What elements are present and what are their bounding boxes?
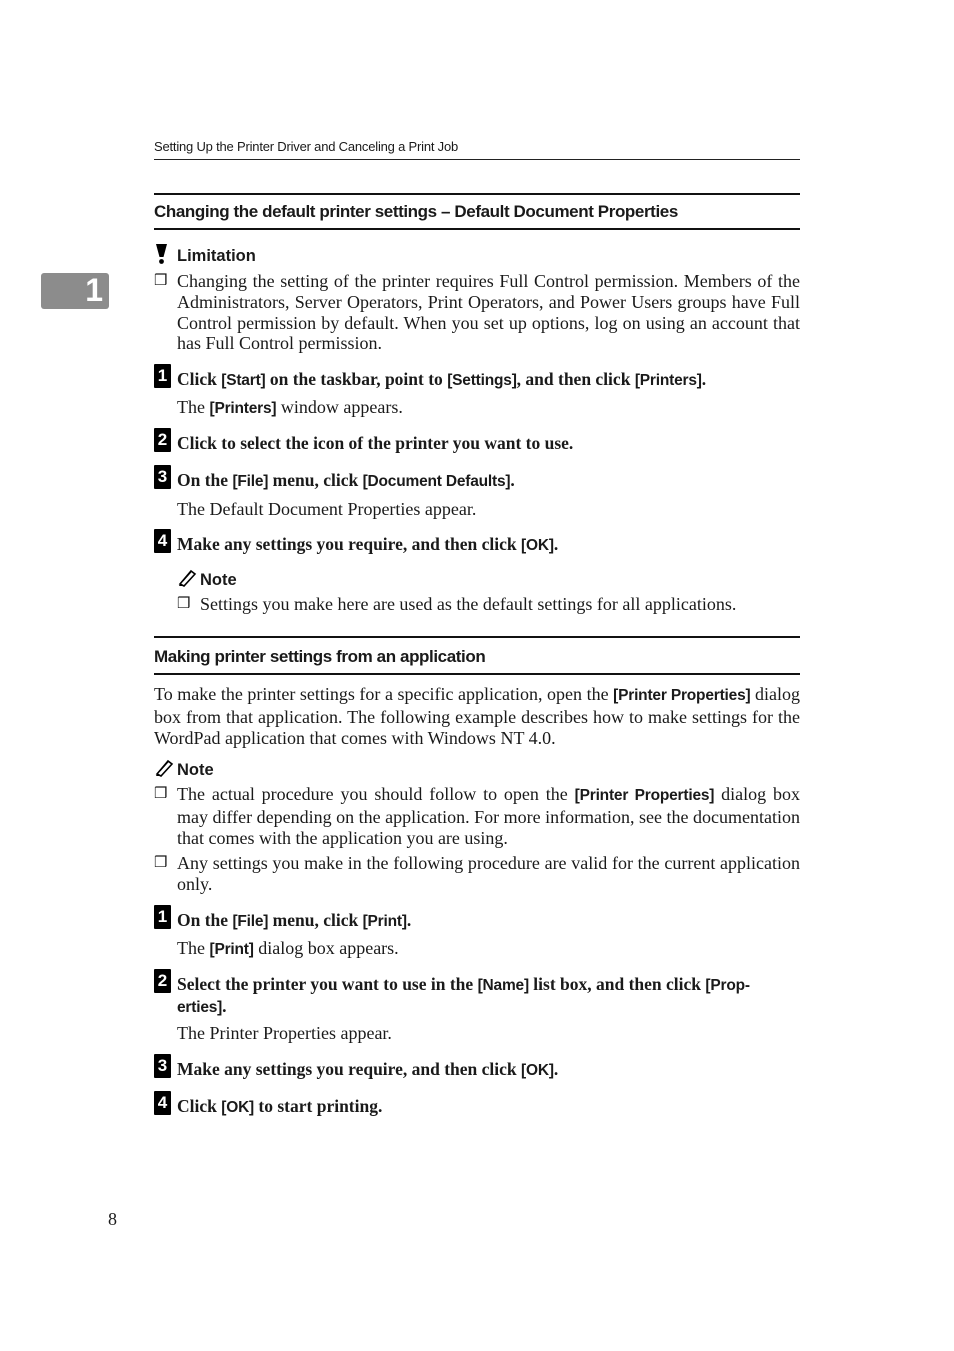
step-3-instruction (177, 470, 515, 491)
step-1-result (177, 397, 403, 418)
step-text: On the (177, 910, 233, 930)
name-listbox-ref: [Name] (477, 977, 529, 994)
note-label: Note (200, 571, 237, 589)
step-text: . (701, 369, 707, 389)
step-number-badge: 2 (154, 428, 171, 452)
checkbox-bullet-icon: ❒ (154, 855, 168, 871)
step-text: menu, click (268, 910, 363, 930)
section-heading-text: Changing the default printer settings – Default Document Properties (154, 202, 678, 221)
file-menu-ref: [File] (232, 913, 269, 930)
ok-button-ref: [OK] (521, 537, 554, 554)
step-text: Make any settings you require, and then click (177, 534, 522, 554)
step-number-badge: 3 (154, 1054, 171, 1078)
step-text: , and then click (516, 369, 635, 389)
step-text: menu, click (268, 470, 363, 490)
step-text: Select the printer you want to use in the (177, 974, 478, 994)
note-item (154, 853, 800, 895)
note-text-part: dialog box may differ depending on the application. For more information, see the documentation that comes with the application you are using. (177, 784, 800, 848)
checkbox-bullet-icon: ❒ (154, 273, 168, 289)
step-3-result: The Default Document Properties appear. (177, 499, 477, 519)
properties-button-ref: erties] (177, 999, 223, 1016)
result-text: The (177, 397, 210, 417)
step-text: On the (177, 470, 233, 490)
intro-text: To make the printer settings for a specific application, open the (154, 684, 614, 704)
step-text: . (406, 910, 412, 930)
chapter-tab (41, 273, 109, 309)
step-text: to start printing. (254, 1096, 383, 1116)
pencil-icon (154, 759, 176, 779)
step-number-badge: 3 (154, 465, 171, 489)
step-number-badge: 4 (154, 1091, 171, 1115)
step-2-instruction (177, 974, 802, 1018)
properties-button-ref: [Prop- (705, 977, 750, 994)
step-1-result (177, 938, 399, 959)
step-4-instruction (177, 1096, 382, 1117)
section-heading-default-properties (154, 193, 800, 230)
step-4-instruction (177, 534, 558, 555)
note-label: Note (177, 761, 214, 779)
intro-text: dialog box from that application. The following example describes how to make settings for the WordPad application that comes with Windows NT 4.0. (154, 684, 800, 748)
step-1-instruction (177, 369, 802, 390)
running-header: Setting Up the Printer Driver and Canceling a Print Job (154, 139, 459, 154)
step-text: . (510, 470, 515, 490)
limitation-item (154, 271, 800, 354)
document-defaults-ref: [Document Defaults] (362, 473, 511, 490)
result-text: The (177, 938, 210, 958)
step-1-instruction (177, 910, 411, 931)
print-menu-ref: [Print] (362, 913, 407, 930)
step-2-instruction: Click to select the icon of the printer you want to use. (177, 433, 574, 453)
limitation-text: Changing the setting of the printer requires Full Control permission. Members of the Administrators, Server Operators, Print Operators, and Power Users groups have Full Control permission by default. When you set up options, log on using an account that has Full Control permission. (177, 271, 800, 354)
print-dialog-ref: [Print] (209, 941, 254, 958)
step-text: Click (177, 1096, 222, 1116)
checkbox-bullet-icon: ❒ (154, 786, 168, 802)
step-number-badge: 1 (154, 364, 171, 388)
section-heading-text: Making printer settings from an application (154, 647, 486, 666)
exclamation-icon (154, 243, 178, 265)
step-text: . (553, 1059, 559, 1079)
page-number: 8 (108, 1209, 117, 1229)
printers-menu-ref: [Printers] (634, 372, 702, 389)
pencil-icon (177, 569, 199, 589)
limitation-label: Limitation (177, 247, 256, 265)
chapter-number: 1 (85, 272, 103, 308)
ok-button-ref: [OK] (521, 1062, 554, 1079)
note-text: Settings you make here are used as the default settings for all applications. (200, 594, 737, 614)
printer-properties-ref: [Printer Properties] (613, 687, 751, 704)
step-number-badge: 2 (154, 969, 171, 993)
start-button-ref: [Start] (221, 372, 266, 389)
ok-button-ref: [OK] (221, 1099, 255, 1116)
file-menu-ref: [File] (232, 473, 269, 490)
note-text: Any settings you make in the following procedure are valid for the current application only. (177, 853, 800, 894)
step-text: list box, and then click (528, 974, 706, 994)
result-text: dialog box appears. (253, 938, 399, 958)
note-text (177, 784, 800, 848)
section-2-intro (154, 684, 800, 748)
header-rule (154, 159, 800, 160)
step-number-badge: 1 (154, 905, 171, 929)
result-text: window appears. (276, 397, 403, 417)
note-item (154, 784, 800, 848)
step-number-badge: 4 (154, 529, 171, 553)
printer-properties-ref: [Printer Properties] (574, 787, 715, 804)
section-heading-from-application (154, 636, 800, 675)
checkbox-bullet-icon: ❒ (177, 596, 191, 612)
step-text: . (553, 534, 559, 554)
step-text: Make any settings you require, and then click (177, 1059, 522, 1079)
step-text: Click (177, 369, 222, 389)
note-item (177, 594, 800, 615)
printers-window-ref: [Printers] (209, 400, 277, 417)
step-3-instruction (177, 1059, 558, 1080)
step-text: . (222, 996, 227, 1016)
step-2-result: The Printer Properties appear. (177, 1023, 392, 1043)
step-text: on the taskbar, point to (265, 369, 448, 389)
settings-menu-ref: [Settings] (447, 372, 517, 389)
note-text-part: The actual procedure you should follow to open the (177, 784, 575, 804)
